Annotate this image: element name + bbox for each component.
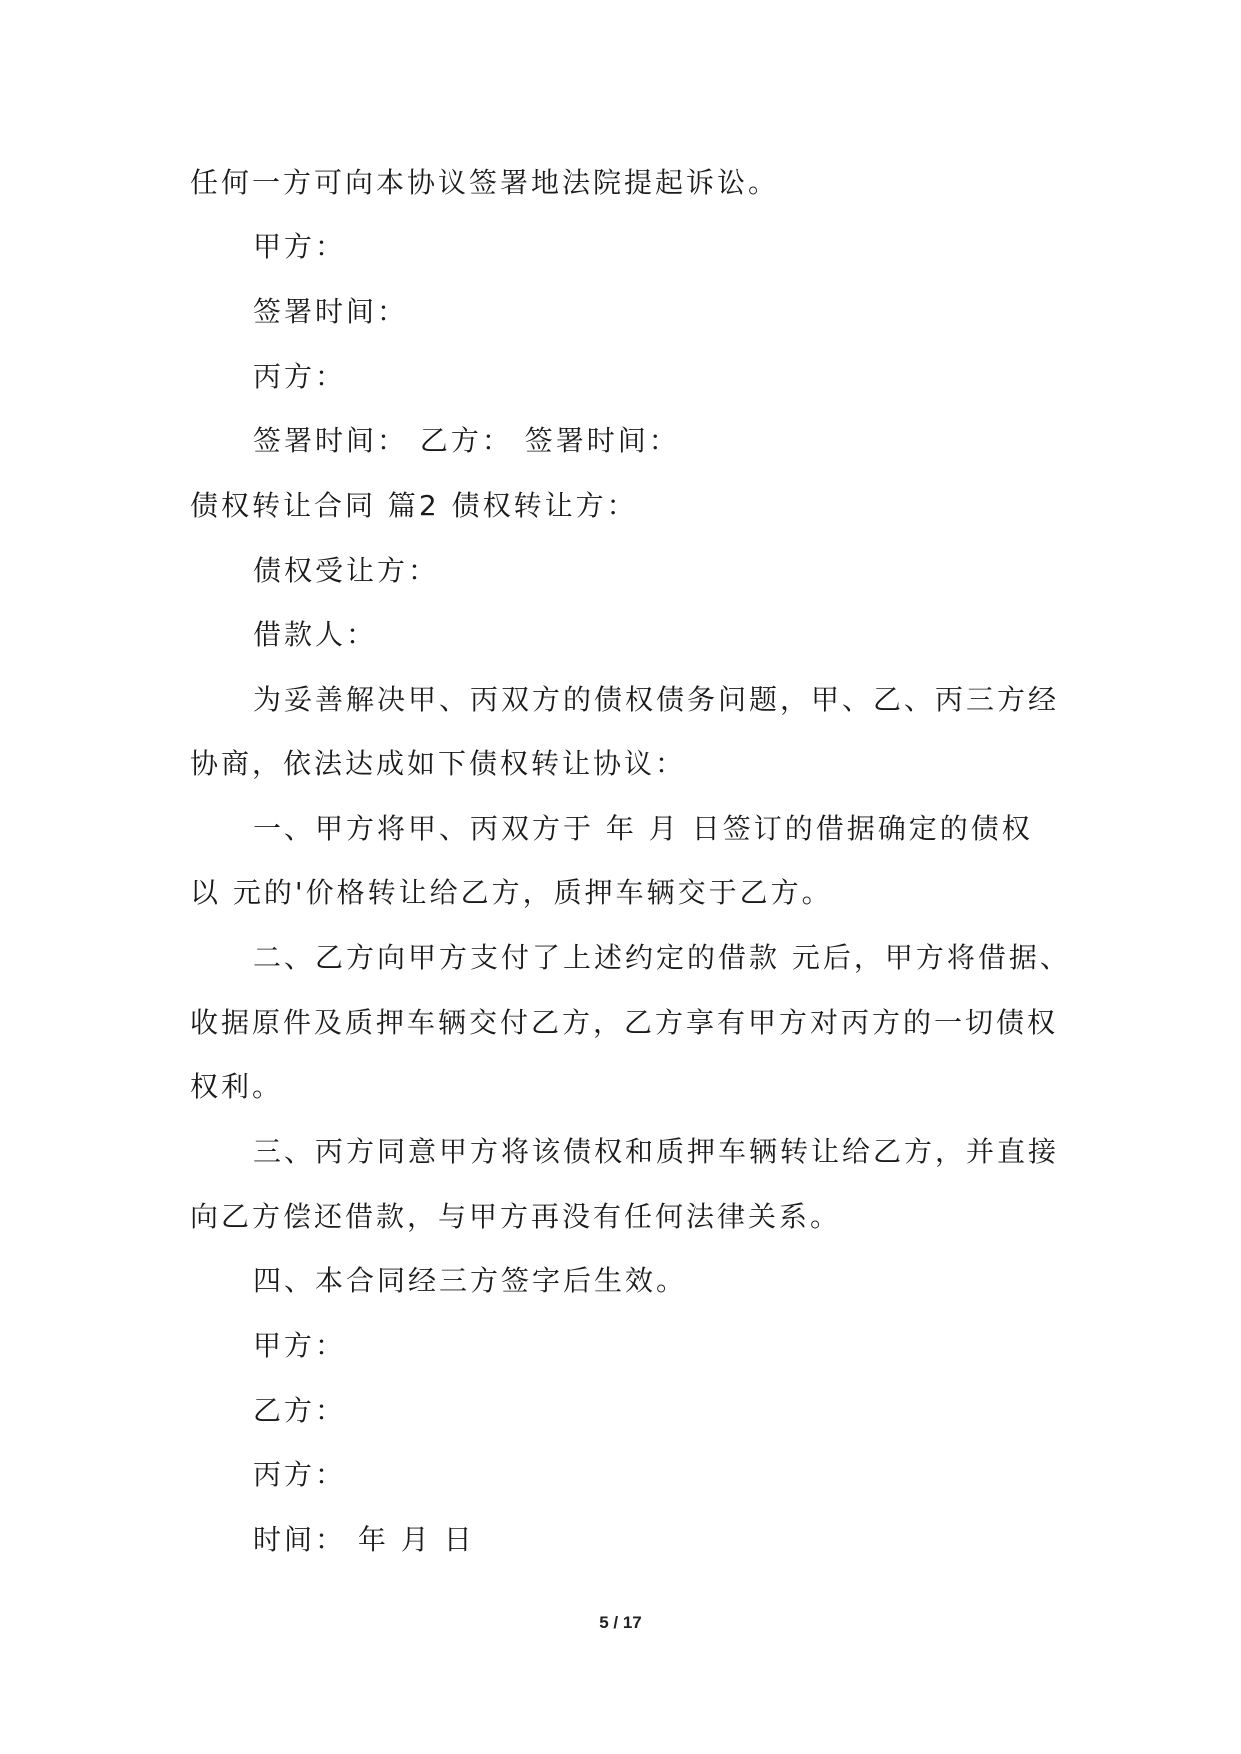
page-number: 5 / 17 bbox=[599, 1613, 642, 1632]
text-line: 丙方： bbox=[253, 1458, 347, 1491]
text-line: 甲方： bbox=[253, 230, 347, 263]
text-line: 任何一方可向本协议签署地法院提起诉讼。 bbox=[190, 166, 780, 199]
text-line: 三、丙方同意甲方将该债权和质押车辆转让给乙方，并直接 bbox=[253, 1135, 1060, 1168]
section-heading: 债权转让合同 篇2 债权转让方： bbox=[190, 489, 638, 522]
text-line: 签署时间： bbox=[253, 295, 409, 328]
text-line: 收据原件及质押车辆交付乙方，乙方享有甲方对丙方的一切债权 bbox=[190, 1006, 1059, 1039]
text-line: 债权受让方： bbox=[253, 554, 440, 587]
text-line: 为妥善解决甲、丙双方的债权债务问题，甲、乙、丙三方经 bbox=[253, 683, 1060, 716]
text-line: 时间： 年 月 日 bbox=[253, 1523, 475, 1556]
text-line: 借款人： bbox=[253, 618, 378, 651]
text-line: 以 元的'价格转让给乙方，质押车辆交于乙方。 bbox=[190, 876, 833, 909]
text-line: 四、本合同经三方签字后生效。 bbox=[253, 1264, 688, 1297]
text-line: 甲方： bbox=[253, 1329, 347, 1362]
text-line: 向乙方偿还借款，与甲方再没有任何法律关系。 bbox=[190, 1200, 842, 1233]
text-line: 乙方： bbox=[253, 1394, 347, 1427]
text-line: 一、甲方将甲、丙双方于 年 月 日签订的借据确定的债权 bbox=[253, 812, 1033, 845]
text-line: 二、乙方向甲方支付了上述约定的借款 元后，甲方将借据、 bbox=[253, 941, 1071, 974]
text-line: 协商，依法达成如下债权转让协议： bbox=[190, 747, 687, 780]
text-line: 丙方： bbox=[253, 360, 347, 393]
text-line: 签署时间： 乙方： 签署时间： bbox=[253, 424, 680, 457]
text-line: 权利。 bbox=[190, 1070, 284, 1103]
